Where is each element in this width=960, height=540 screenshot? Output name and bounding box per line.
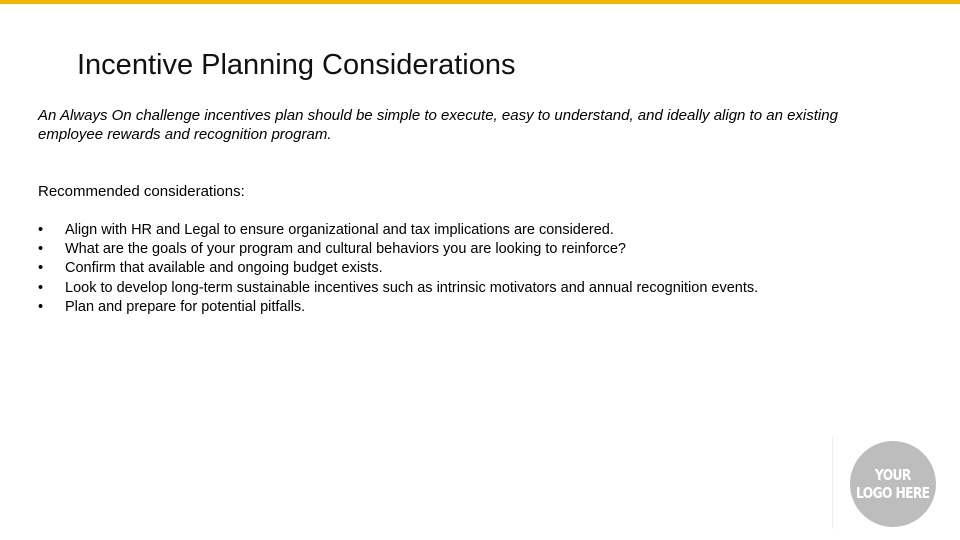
list-item-text: Look to develop long-term sustainable incentives such as intrinsic motivators and annual recognition events. — [65, 279, 759, 296]
recommended-heading: Recommended considerations: — [38, 183, 245, 200]
bullet-icon: • — [38, 279, 44, 296]
intro-paragraph: An Always On challenge incentives plan should be simple to execute, easy to understand, and ideally align to an existing employee rewards and recognition program. — [38, 107, 838, 143]
logo-area — [832, 437, 943, 529]
list-item-text: What are the goals of your program and cultural behaviors you are looking to reinforce? — [65, 241, 626, 258]
bullet-icon: • — [38, 298, 44, 315]
logo-text-line-1: YOUR — [875, 466, 911, 484]
list-item — [38, 221, 758, 240]
list-item-text: Align with HR and Legal to ensure organizational and tax implications are considered. — [65, 222, 614, 238]
list-item-text: Confirm that available and ongoing budget exists. — [65, 260, 383, 277]
bullet-icon: • — [38, 260, 44, 277]
bullet-icon: • — [38, 241, 44, 258]
considerations-list — [38, 221, 758, 317]
list-item — [38, 298, 758, 317]
list-item — [38, 279, 758, 298]
top-accent-bar — [0, 0, 960, 4]
logo-text-line-2: LOGO HERE — [856, 484, 930, 502]
list-item-text: Plan and prepare for potential pitfalls. — [65, 298, 306, 315]
list-item — [38, 240, 758, 259]
slide-title: Incentive Planning Considerations — [77, 49, 516, 81]
logo-placeholder — [850, 441, 936, 527]
bullet-icon: • — [38, 222, 44, 238]
list-item — [38, 259, 758, 278]
